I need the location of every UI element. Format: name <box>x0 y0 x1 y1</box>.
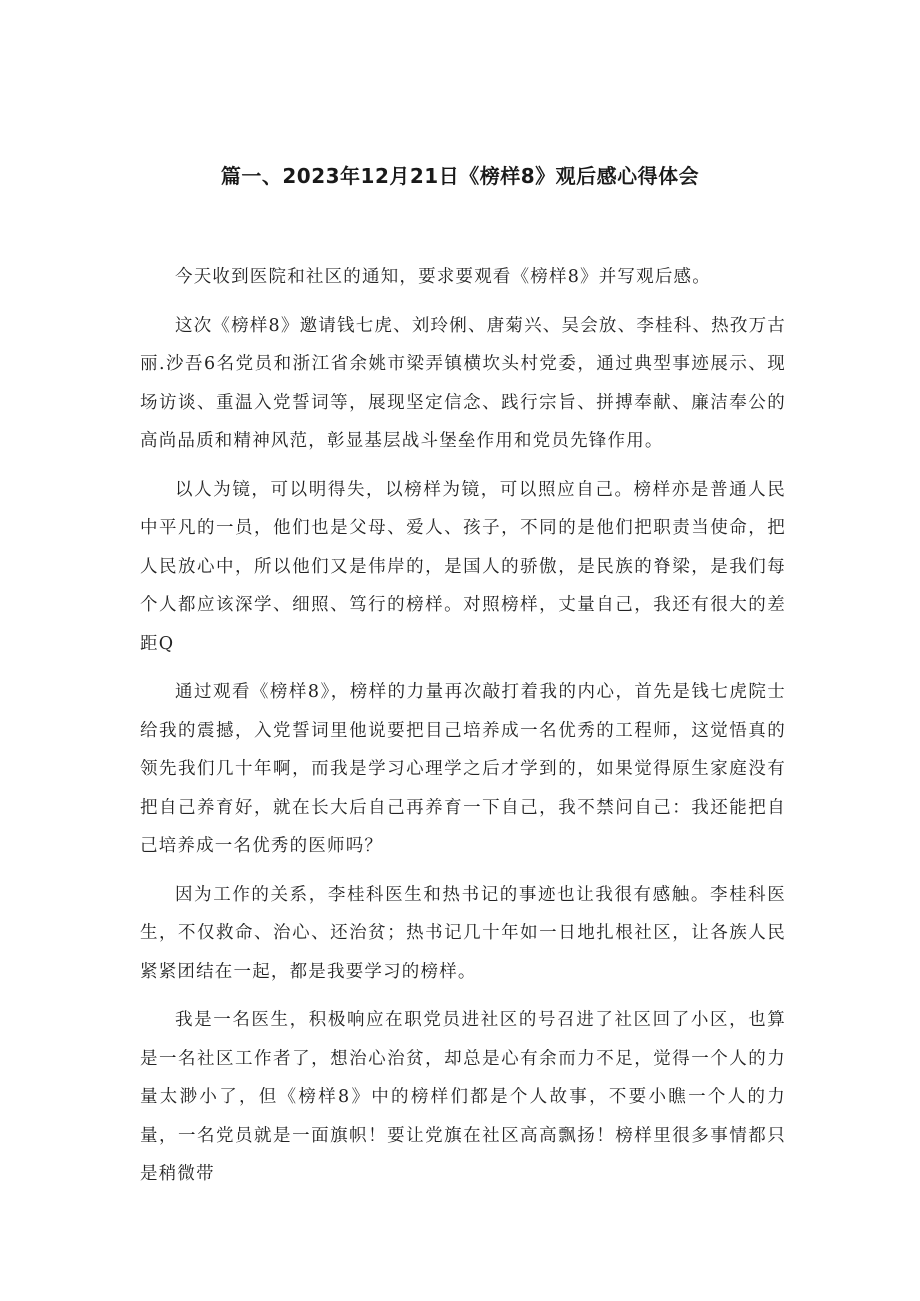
paragraph: 以人为镜，可以明得失，以榜样为镜，可以照应自己。榜样亦是普通人民中平凡的一员，他们也是父母、爱人、孩子，不同的是他们把职责当使命，把人民放心中，所以他们又是伟岸的，是国人的骄傲，是民族的脊梁，是我们每个人都应该深学、细照、笃行的榜样。对照榜样，丈量自己，我还有很大的差距Q <box>140 479 786 654</box>
paragraph: 通过观看《榜样8》，榜样的力量再次敲打着我的内心，首先是钱七虎院士给我的震撼，入党誓词里他说要把目己培养成一名优秀的工程师，这觉悟真的领先我们几十年啊，而我是学习心理学之后才学到的，如果觉得原生家庭没有把自己养育好，就在长大后自己再养育一下自己，我不禁问自己：我还能把自己培养成一名优秀的医师吗？ <box>140 682 786 856</box>
document-title: 篇一、2023年12月21日《榜样8》观后感心得体会 <box>220 164 700 188</box>
paragraph: 今天收到医院和社区的通知，要求要观看《榜样8》并写观后感。 <box>175 267 711 287</box>
paragraph: 因为工作的关系，李桂科医生和热书记的事迹也让我很有感触。李桂科医生，不仅救命、治心、还治贫；热书记几十年如一日地扎根社区，让各族人民紧紧团结在一起，都是我要学习的榜样。 <box>140 884 786 982</box>
paragraph: 这次《榜样8》邀请钱七虎、刘玲俐、唐菊兴、吴会放、李桂科、热孜万古丽.沙吾6名党员和浙江省余姚市梁弄镇横坎头村党委，通过典型事迹展示、现场访谈、重温入党誓词等，展现坚定信念、践行宗旨、拼搏奉献、廉洁奉公的高尚品质和精神风范，彰显基层战斗堡垒作用和党员先锋作用。 <box>140 315 786 451</box>
document-body <box>140 258 786 1204</box>
paragraph: 我是一名医生，积极响应在职党员进社区的号召进了社区回了小区，也算是一名社区工作者了，想治心治贫，却总是心有余而力不足，觉得一个人的力量太渺小了，但《榜样8》中的榜样们都是个人故事，不要小瞧一个人的力量，一名党员就是一面旗帜！要让党旗在社区高高飘扬！榜样里很多事情都只是稍微带 <box>140 1010 786 1184</box>
